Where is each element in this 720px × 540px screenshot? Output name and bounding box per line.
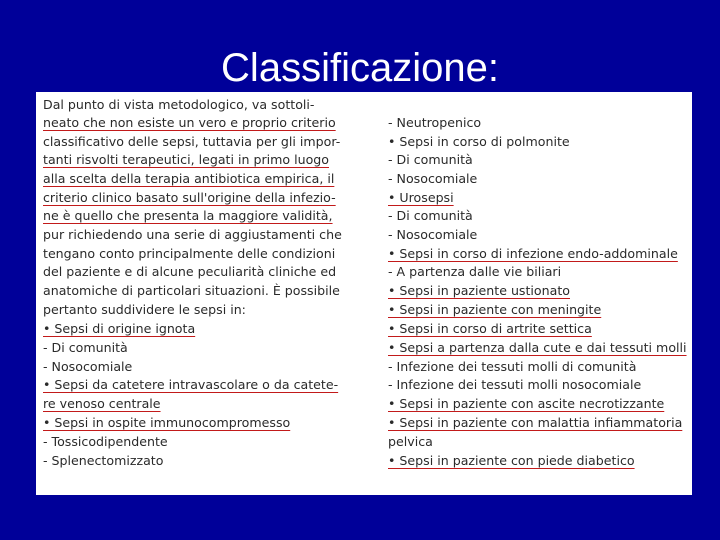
right-line-18: pelvica bbox=[388, 434, 433, 449]
right-line-13: • Sepsi a partenza dalla cute e dai tessuti molli bbox=[388, 340, 687, 355]
left-line-8: pur richiedendo una serie di aggiustamenti che bbox=[43, 227, 342, 242]
left-line-14: - Di comunità bbox=[43, 340, 128, 355]
right-line-10: • Sepsi in paziente ustionato bbox=[388, 283, 570, 298]
right-line-7: - Nosocomiale bbox=[388, 227, 478, 242]
right-line-9: - A partenza dalle vie biliari bbox=[388, 264, 562, 279]
left-line-2: neato che non esiste un vero e proprio criterio bbox=[43, 115, 336, 130]
right-line-2: • Sepsi in corso di polmonite bbox=[388, 134, 570, 149]
right-line-8: • Sepsi in corso di infezione endo-addominale bbox=[388, 246, 678, 261]
left-line-19: - Tossicodipendente bbox=[43, 434, 168, 449]
left-line-16: • Sepsi da catetere intravascolare o da catete- bbox=[43, 377, 339, 392]
left-line-10: del paziente e di alcune peculiarità cliniche ed bbox=[43, 264, 337, 279]
right-line-4: - Nosocomiale bbox=[388, 171, 478, 186]
left-line-12: pertanto suddividere le sepsi in: bbox=[43, 302, 246, 317]
left-line-6: criterio clinico basato sull'origine della infezio- bbox=[43, 190, 336, 205]
left-line-15: - Nosocomiale bbox=[43, 359, 133, 374]
right-line-16: • Sepsi in paziente con ascite necrotizzante bbox=[388, 396, 665, 411]
left-line-1: Dal punto di vista metodologico, va sottoli- bbox=[43, 97, 315, 112]
left-line-20: - Splenectomizzato bbox=[43, 453, 164, 468]
right-line-1: - Neutropenico bbox=[388, 115, 482, 130]
left-line-17: re venoso centrale bbox=[43, 396, 161, 411]
left-line-4: tanti risvolti terapeutici, legati in primo luogo bbox=[43, 152, 329, 167]
left-line-3: classificativo delle sepsi, tuttavia per gli impor- bbox=[43, 134, 341, 149]
right-line-6: - Di comunità bbox=[388, 208, 473, 223]
text-panel bbox=[36, 92, 692, 495]
right-line-12: • Sepsi in corso di artrite settica bbox=[388, 321, 592, 336]
left-line-9: tengano conto principalmente delle condizioni bbox=[43, 246, 336, 261]
right-line-5: • Urosepsi bbox=[388, 190, 454, 205]
right-line-14: - Infezione dei tessuti molli di comunità bbox=[388, 359, 637, 374]
right-line-15: - Infezione dei tessuti molli nosocomiale bbox=[388, 377, 642, 392]
right-line-19: • Sepsi in paziente con piede diabetico bbox=[388, 453, 635, 468]
left-line-13: • Sepsi di origine ignota bbox=[43, 321, 196, 336]
right-line-17: • Sepsi in paziente con malattia infiammatoria bbox=[388, 415, 683, 430]
slide-title: Classificazione: bbox=[221, 46, 499, 90]
right-line-3: - Di comunità bbox=[388, 152, 473, 167]
left-line-7: ne è quello che presenta la maggiore validità, bbox=[43, 208, 333, 223]
left-line-18: • Sepsi in ospite immunocompromesso bbox=[43, 415, 291, 430]
left-line-5: alla scelta della terapia antibiotica empirica, il bbox=[43, 171, 335, 186]
left-line-11: anatomiche di particolari situazioni. È possibile bbox=[43, 283, 340, 298]
right-line-11: • Sepsi in paziente con meningite bbox=[388, 302, 602, 317]
